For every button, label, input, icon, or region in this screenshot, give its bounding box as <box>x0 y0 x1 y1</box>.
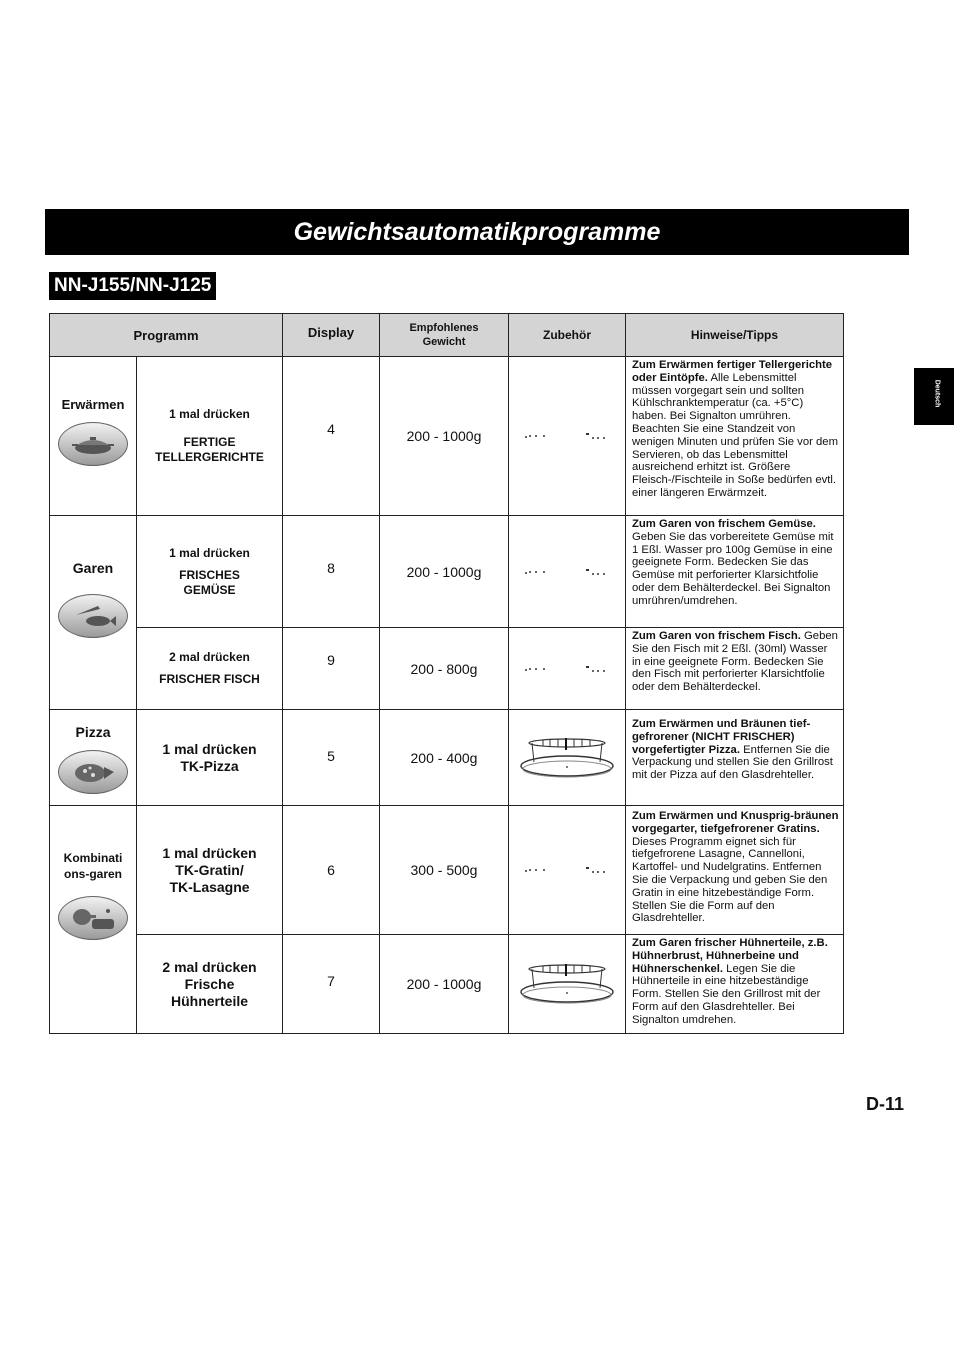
tip-bold: Zum Erwärmen und Bräunen tief-gefrorener (NICHT FRISCHER) vorgefertigter Pizza. <box>632 718 811 756</box>
press-label: 2 mal drücken <box>169 650 250 664</box>
header-hinweise: Hinweise/Tipps <box>626 314 844 357</box>
glass-tray-icon <box>509 806 626 935</box>
tip-text: Alle Lebensmittel müssen vorgegart sein und sollten Kühlschranktemperatur (ca. +5°C) haben. Bei Signalton umrühren. Beachten Sie eine Standzeit von wenigen Minuten und prüfen Sie vor dem Servieren, ob das Lebensmittel ausreichend erhitzt ist. Größere Fleisch-/Fischteile in Soße bedürfen evtl. einer längeren Erwärmzeit. <box>632 371 838 499</box>
press-label: 1 mal drücken <box>169 545 250 560</box>
tip-text: Legen Sie die Hühnerteile in eine hitzebeständige Form. Stellen Sie den Grillrost mit der Form auf den Glasdrehteller. Bei Signalton umdrehen. <box>632 962 821 1026</box>
category-label: Garen <box>72 560 114 576</box>
title-bar <box>45 209 909 255</box>
program-cell <box>137 628 283 710</box>
glass-tray-icon <box>509 357 626 516</box>
meat-gratin-icon <box>58 896 128 940</box>
category-label: Pizza <box>75 724 111 740</box>
display-cell: 7 <box>283 935 380 1034</box>
press-label: 1 mal drücken <box>162 740 257 757</box>
tip-bold: Zum Garen frischer Hühnerteile, z.B. Hühnerbrust, Hühnerbeine und Hühnerschenkel. <box>632 937 828 975</box>
tip-bold: Zum Erwärmen und Knusprig-bräunen vorgegarter, tiefgefrorener Gratins. <box>632 810 839 835</box>
tip-cell <box>626 516 844 628</box>
press-label: 1 mal drücken <box>169 407 250 421</box>
table-row <box>50 628 844 710</box>
program-cell <box>137 357 283 516</box>
tip-cell <box>626 357 844 516</box>
vegetable-fish-icon <box>58 594 128 638</box>
display-cell: 5 <box>283 710 380 806</box>
category-kombi <box>50 806 137 1034</box>
tip-bold: Zum Garen von frischem Gemüse. <box>632 518 816 530</box>
weight-cell: 200 - 800g <box>380 628 509 710</box>
header-programm: Programm <box>50 314 283 357</box>
grill-rack-icon <box>509 710 626 806</box>
category-erwaermen <box>50 357 137 516</box>
weight-cell: 200 - 1000g <box>380 516 509 628</box>
tip-bold: Zum Garen von frischem Fisch. <box>632 630 801 642</box>
program-cell <box>137 710 283 806</box>
tip-cell <box>626 806 844 935</box>
category-garen <box>50 516 137 710</box>
display-cell: 6 <box>283 806 380 935</box>
display-cell: 9 <box>283 628 380 710</box>
program-name: FRISCHES GEMÜSE <box>179 567 240 597</box>
programs-table <box>49 313 844 1034</box>
category-label: Kombinati ons-garen <box>63 851 123 881</box>
press-label: 1 mal drücken <box>162 844 257 861</box>
header-gewicht: Empfohlenes Gewicht <box>380 314 509 357</box>
display-cell: 8 <box>283 516 380 628</box>
press-label: 2 mal drücken <box>162 958 257 975</box>
program-name: Frische Hühnerteile <box>171 975 249 1009</box>
pizza-icon <box>58 750 128 794</box>
page-number: D-11 <box>866 1094 905 1114</box>
table-row <box>50 935 844 1034</box>
category-pizza <box>50 710 137 806</box>
weight-cell: 200 - 400g <box>380 710 509 806</box>
header-display: Display <box>283 314 380 357</box>
table-row <box>50 710 844 806</box>
grill-rack-icon <box>509 935 626 1034</box>
tip-text: Dieses Programm eignet sich für tiefgefrorene Lasagne, Cannelloni, Kartoffel- und Nudelgratins. Entfernen Sie die Verpackung und geben Sie den Gratin in eine hitzebeständige Form. Stellen Sie die Form auf den Glasdrehteller. <box>632 835 828 925</box>
tip-bold: Zum Erwärmen fertiger Tellergerichte oder Eintöpfe. <box>632 359 833 384</box>
tip-cell <box>626 710 844 806</box>
tip-cell <box>626 628 844 710</box>
table-header-row <box>50 314 844 357</box>
tip-text: Geben Sie den Fisch mit 2 Eßl. (30ml) Wasser in eine geeignete Form. Bedecken Sie den Fisch mit perforierter Klarsichtfolie oder dem Behälterdeckel. <box>632 630 838 694</box>
tip-cell <box>626 935 844 1034</box>
program-cell <box>137 935 283 1034</box>
header-zubehoer: Zubehör <box>509 314 626 357</box>
program-name: FRISCHER FISCH <box>159 672 260 686</box>
weight-cell: 300 - 500g <box>380 806 509 935</box>
program-cell <box>137 516 283 628</box>
program-name: TK-Pizza <box>180 757 239 774</box>
program-cell <box>137 806 283 935</box>
table-row <box>50 516 844 628</box>
tip-text: Geben Sie das vorbereitete Gemüse mit 1 Eßl. Wasser pro 100g Gemüse in eine geeignete Form. Bedecken Sie das Gemüse mit perforierter Klarsichtfolie oder dem Behälterdeckel. Bei Signalton umrühren/umdrehen. <box>632 530 834 607</box>
table-row <box>50 806 844 935</box>
page-title: Gewichtsautomatikprogramme <box>293 217 661 246</box>
display-cell: 4 <box>283 357 380 516</box>
table-row <box>50 357 844 516</box>
weight-cell: 200 - 1000g <box>380 935 509 1034</box>
tip-text: Entfernen Sie die Verpackung und stellen Sie den Grillrost mit der Pizza auf den Glasdrehteller. <box>632 743 833 782</box>
model-label: NN-J155/NN-J125 <box>49 272 216 300</box>
casserole-icon <box>58 422 128 466</box>
program-name: FERTIGE TELLERGERICHTE <box>155 435 264 464</box>
weight-cell: 200 - 1000g <box>380 357 509 516</box>
category-label: Erwärmen <box>61 397 125 412</box>
side-tab <box>914 368 954 425</box>
side-tab-label: Deutsch <box>933 379 941 408</box>
program-name: TK-Gratin/ TK-Lasagne <box>169 861 250 895</box>
glass-tray-icon <box>509 628 626 710</box>
glass-tray-icon <box>509 516 626 628</box>
